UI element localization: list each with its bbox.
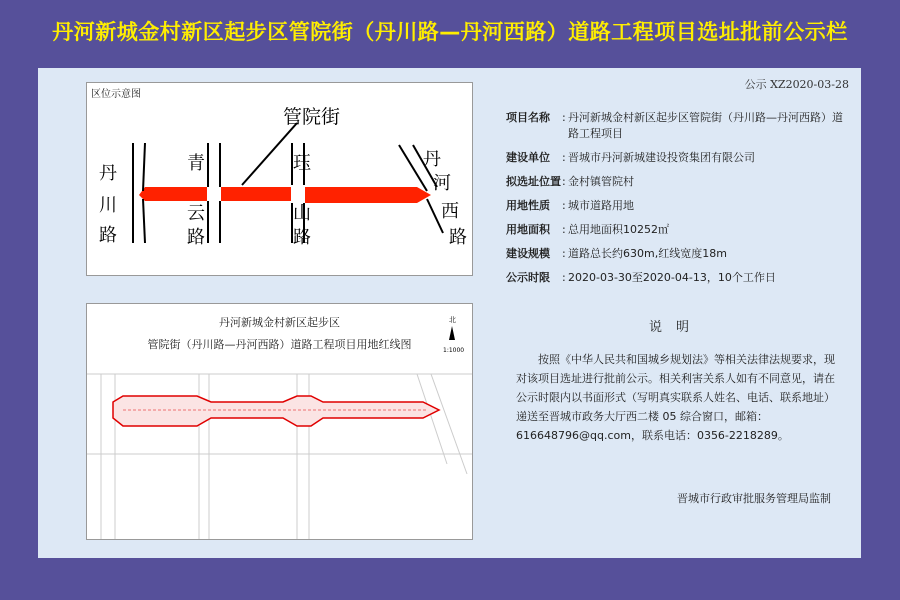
road-label-danchuan-1: 丹: [99, 163, 117, 184]
info-row: 建设规模 : 道路总长约630m,红线宽度18m: [506, 246, 846, 262]
scale-label: 1:1000: [443, 347, 465, 354]
guanyuan-street-band: [139, 187, 207, 201]
road-label-danhexi-1: 丹: [423, 149, 441, 170]
location-map-drawing: [87, 83, 472, 275]
info-label: 建设规模: [506, 247, 550, 260]
road-label-qingyun-3: 路: [187, 227, 205, 248]
info-value: 城市道路用地: [568, 199, 634, 212]
info-label: 拟选址位置: [506, 175, 561, 188]
redline-map-drawing: [87, 304, 472, 539]
explanation-heading: 说明: [648, 320, 703, 335]
project-info: [506, 110, 846, 294]
notice-id: 公示 XZ2020-03-28: [744, 78, 849, 91]
guanyuan-street-segment-east: [305, 187, 431, 203]
info-value: 丹河新城金村新区起步区管院街（丹川路—丹河西路）道路工程项目: [568, 111, 843, 140]
info-label: 项目名称: [506, 111, 550, 124]
info-row: 用地面积 : 总用地面积10252㎡: [506, 222, 846, 238]
road-label-qingyun-1: 青: [187, 153, 205, 174]
info-row: 用地性质 : 城市道路用地: [506, 198, 846, 214]
road-label-danhexi-4: 路: [449, 227, 467, 248]
info-value: 总用地面积10252㎡: [568, 223, 669, 236]
info-row: 项目名称 : 丹河新城金村新区起步区管院街（丹川路—丹河西路）道路工程项目: [506, 110, 846, 142]
north-arrow-icon: [449, 326, 455, 340]
location-map: [86, 82, 473, 276]
redline-map: [86, 303, 473, 540]
road-label-yushan-2: 山: [293, 203, 311, 224]
info-row: 建设单位 : 晋城市丹河新城建设投资集团有限公司: [506, 150, 846, 166]
info-row: 公示时限 : 2020-03-30至2020-04-13，10个工作日: [506, 270, 846, 286]
road-label-danchuan-3: 路: [99, 225, 117, 246]
info-value: 晋城市丹河新城建设投资集团有限公司: [568, 151, 755, 164]
location-map-caption: 区位示意图: [91, 89, 141, 100]
notice-panel: [38, 68, 861, 558]
road-label-yushan-1: 珏: [293, 153, 311, 174]
guanyuan-street-segment: [221, 187, 291, 201]
north-arrow-label: 北: [449, 316, 456, 324]
redline-map-subtitle: 管院街（丹川路—丹河西路）道路工程项目用地红线图: [147, 338, 412, 351]
info-label: 用地面积: [506, 223, 550, 236]
info-label: 建设单位: [506, 151, 550, 164]
info-label: 用地性质: [506, 199, 550, 212]
supervisor-label: 晋城市行政审批服务管理局监制: [677, 492, 831, 505]
explanation-text: 按照《中华人民共和国城乡规划法》等相关法律法规要求，现对该项目选址进行批前公示。相关利害关系人如有不同意见，请在公示时限内以书面形式（写明真实联系人姓名、电话、联系地址）递送至晋城市政务大厅西二楼 05 综合窗口，邮箱：616648796@qq.com，联系电话：0356-2218289。: [516, 353, 835, 442]
redline-boundary: [113, 396, 439, 426]
redline-map-title: 丹河新城金村新区起步区: [219, 316, 340, 329]
page-title: 丹河新城金村新区起步区管院街（丹川路—丹河西路）道路工程项目选址批前公示栏: [52, 20, 848, 44]
road-label-qingyun-2: 云: [187, 203, 205, 224]
road-label-danchuan-2: 川: [99, 195, 117, 216]
road-label-danhexi-3: 西: [441, 201, 459, 222]
info-value: 2020-03-30至2020-04-13，10个工作日: [568, 271, 776, 284]
info-row: 拟选址位置 : 金村镇管院村: [506, 174, 846, 190]
info-value: 金村镇管院村: [568, 175, 634, 188]
road-label-yushan-3: 路: [293, 227, 311, 248]
road-label-danhexi-2: 河: [433, 173, 451, 194]
info-label: 公示时限: [506, 271, 550, 284]
guanyuan-street-label: 管院街: [283, 106, 341, 128]
info-value: 道路总长约630m,红线宽度18m: [568, 247, 727, 260]
